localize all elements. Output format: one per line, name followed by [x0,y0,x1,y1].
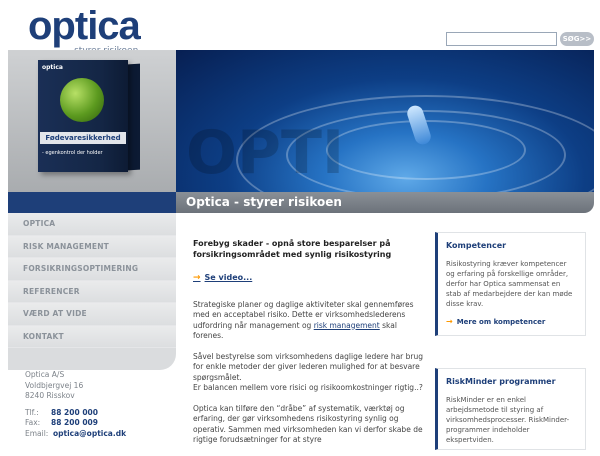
product-box-brand: optica [42,64,63,71]
video-link-label: Se video... [204,273,253,282]
product-box-title: Fødevaresikkerhed [40,132,126,144]
hero-water-image [176,50,594,192]
nav-item-vaerd-at-vide[interactable]: VÆRD AT VIDE [8,303,176,326]
product-box-image [38,60,128,172]
nav-top-bar [8,192,176,213]
card-title: Kompetencer [446,241,507,250]
logo[interactable] [28,6,168,56]
video-link[interactable] [193,273,428,284]
tel-label: Tlf.: [25,407,39,417]
nav-item-risk-management[interactable]: RISK MANAGEMENT [8,236,176,259]
sidebar-nav [8,213,176,370]
hero-watermark: OPTI [186,118,345,188]
paragraph-2 [193,352,428,394]
paragraph-3: Optica kan tilføre den “dråbe” af systematik, værktøj og erfaring, der gør virksomhedens risikostyring synlig og operativ. Sammen med virksomheden kan vi derfor skabe de rigtige forudsætninger for at styre [193,403,423,444]
fax-label: Fax: [25,418,41,427]
paragraph-1 [193,300,428,342]
logo-wordmark: optica [28,4,140,48]
paragraph-1-text: Strategiske planer og daglige aktiviteter skal gennemføres med en acceptabel risiko. Dette er virksomhedslederens udfordring når management og [193,299,414,330]
fax-value: 88 200 009 [51,418,98,427]
email-link[interactable]: optica@optica.dk [53,428,127,438]
contact-block [25,370,126,439]
card-text: Risikostyring kræver kompetencer og erfaring på forskellige områder, derfor har Optica sammensat en stab af medarbejdere der kan møde disse krav. [446,260,573,308]
page-title: Optica - styrer risikoen [176,192,594,213]
contact-street: Voldbjergvej 16 [25,380,84,390]
arrow-right-icon: → [446,317,453,326]
arrow-right-icon: → [193,273,201,283]
nav-item-forsikringsoptimering[interactable]: FORSIKRINGSOPTIMERING [8,258,176,281]
card-kompetencer [435,232,586,336]
card-riskminder [435,368,586,450]
card-more-link-label: Mere om kompetencer [456,318,546,326]
product-box-side [128,64,140,171]
search-button[interactable]: SØG>> [560,32,594,46]
card-text: RiskMinder er en enkel arbejdsmetode til styring af virksomhedsprocesser. RiskMinder-programmer indeholder ekspertviden. [446,396,570,444]
card-title: RiskMinder programmer [446,377,556,386]
apple-icon [60,78,104,122]
nav-footer-shape [8,348,176,370]
main-heading: Forebyg skader - opnå store besparelser på forsikringsområdet med synlig risikostyring [193,239,392,259]
contact-city: 8240 Risskov [25,391,75,400]
paragraph-2-text: Såvel bestyrelse som virksomhedens daglige ledere har brug for enkle metoder der giver lederen mulighed for at besvare spørgsmålet. [193,351,423,382]
contact-company: Optica A/S [25,370,65,379]
product-box-subtitle: - egenkontrol der holder [42,150,103,156]
nav-item-referencer[interactable]: REFERENCER [8,281,176,304]
nav-item-kontakt[interactable]: KONTAKT [8,326,176,349]
paragraph-1-end: skal forenes. [193,320,397,340]
main-content [193,238,428,456]
paragraph-2b-text: Er balancen mellem vore risici og risikoomkostninger rigtig..? [193,383,423,392]
risk-management-link[interactable]: risk management [313,320,380,330]
search-input[interactable] [446,32,557,46]
card-more-link[interactable] [446,317,577,327]
nav-item-optica[interactable]: OPTICA [8,213,176,236]
email-label: Email: [25,428,49,438]
tel-value: 88 200 000 [51,407,98,417]
